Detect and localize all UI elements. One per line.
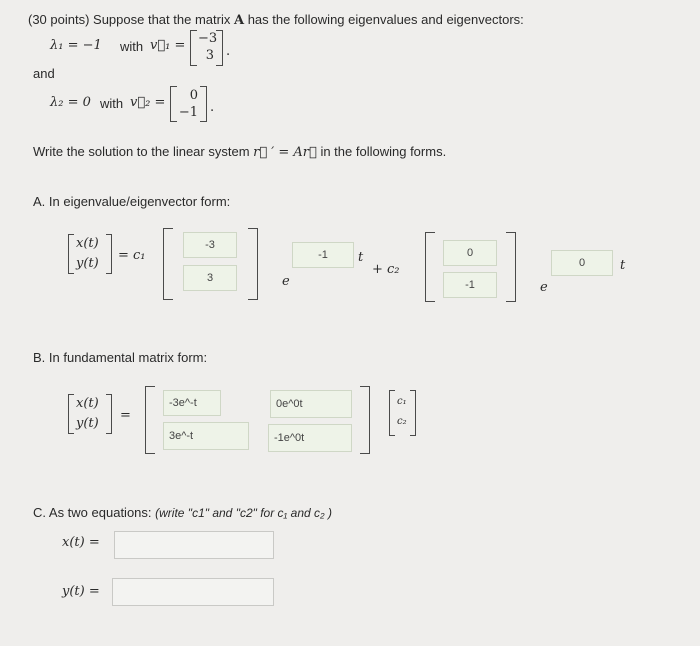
- vector-1-right-bracket: [216, 30, 223, 66]
- part-a-exponent-2-input[interactable]: [551, 250, 613, 276]
- part-a-e1: e: [282, 274, 290, 289]
- part-a-v1-top-input[interactable]: [183, 232, 237, 258]
- part-a-v2-top-input[interactable]: [443, 240, 497, 266]
- part-a-plus-c2: + c₂: [372, 262, 400, 277]
- part-c-label-prefix: C. As two equations:: [33, 505, 152, 520]
- instruction: [33, 144, 446, 160]
- part-a-eq-c1: = c₁: [118, 248, 146, 263]
- system-equation: r⃗ ′ = Ar⃗: [253, 145, 317, 160]
- part-b-matrix-right-bracket: [360, 386, 370, 454]
- vector-1-entry-2: 3: [205, 48, 214, 63]
- lambda-1: λ₁ = −1: [50, 38, 102, 53]
- part-b-c2: c₂: [397, 416, 407, 427]
- with-label-1: with: [120, 39, 144, 54]
- part-a-equation: [0, 220, 700, 310]
- vector-1-left-bracket: [190, 30, 197, 66]
- part-a-label: A. In eigenvalue/eigenvector form:: [33, 194, 231, 209]
- part-b-c-right-bracket: [410, 390, 416, 436]
- vector-2-entry-1: 0: [189, 88, 198, 103]
- part-a-v1-left-bracket: [163, 228, 173, 300]
- with-label-2: with: [100, 96, 124, 111]
- part-b-c-left-bracket: [389, 390, 395, 436]
- period-2: .: [210, 100, 215, 115]
- part-b-lhs-right-bracket: [106, 394, 112, 434]
- vector-2-left-bracket: [170, 86, 177, 122]
- part-b-lhs-left-bracket: [68, 394, 74, 434]
- period-1: .: [226, 44, 231, 59]
- intro-prefix: (30 points) Suppose that the matrix: [28, 12, 231, 27]
- part-c-x-input[interactable]: [114, 531, 274, 559]
- part-b-m21-input[interactable]: [163, 422, 249, 450]
- part-c-x-label: x(t) =: [62, 535, 100, 550]
- part-b-m12-input[interactable]: [270, 390, 352, 418]
- lambda-2: λ₂ = 0: [50, 95, 91, 110]
- part-a-exponent-1-input[interactable]: [292, 242, 354, 268]
- part-a-v2-right-bracket: [506, 232, 516, 302]
- part-a-lhs-left-bracket: [68, 234, 74, 274]
- part-a-t1: t: [358, 250, 364, 265]
- part-a-t2: t: [620, 258, 626, 273]
- part-a-e2: e: [540, 280, 548, 295]
- part-c-y-input[interactable]: [112, 578, 274, 606]
- part-a-v1-right-bracket: [248, 228, 258, 300]
- part-b-c1: c₁: [397, 396, 407, 407]
- part-b-lhs-y: y(t): [76, 416, 99, 431]
- part-b-equals: =: [120, 408, 131, 423]
- vector-1-entry-1: −3: [198, 31, 218, 46]
- vector-1-label: v⃗₁ =: [150, 38, 186, 53]
- part-c-label: [33, 505, 332, 520]
- and-label: and: [33, 66, 55, 81]
- part-a-v2-bottom-input[interactable]: [443, 272, 497, 298]
- part-b-lhs-x: x(t): [76, 396, 99, 411]
- problem-statement: [28, 12, 524, 28]
- part-b-label: B. In fundamental matrix form:: [33, 350, 208, 365]
- part-a-lhs-x: x(t): [76, 236, 99, 251]
- vector-2-label: v⃗₂ =: [130, 95, 166, 110]
- matrix-symbol: A: [233, 13, 245, 28]
- part-b-m22-input[interactable]: [268, 424, 352, 452]
- vector-2-entry-2: −1: [178, 105, 198, 120]
- part-a-lhs-y: y(t): [76, 256, 99, 271]
- vector-2-right-bracket: [200, 86, 207, 122]
- part-c-hint: (write "c1" and "c2" for c₁ and c₂ ): [155, 506, 332, 520]
- part-a-lhs-right-bracket: [106, 234, 112, 274]
- instruction-suffix: in the following forms.: [320, 144, 447, 159]
- part-a-v1-bottom-input[interactable]: [183, 265, 237, 291]
- part-c-y-label: y(t) =: [62, 584, 100, 599]
- part-b-matrix-left-bracket: [145, 386, 155, 454]
- instruction-prefix: Write the solution to the linear system: [33, 144, 250, 159]
- part-a-v2-left-bracket: [425, 232, 435, 302]
- part-b-m11-input[interactable]: [163, 390, 221, 416]
- intro-suffix: has the following eigenvalues and eigenvectors:: [247, 12, 524, 27]
- part-b-equation: [0, 380, 700, 460]
